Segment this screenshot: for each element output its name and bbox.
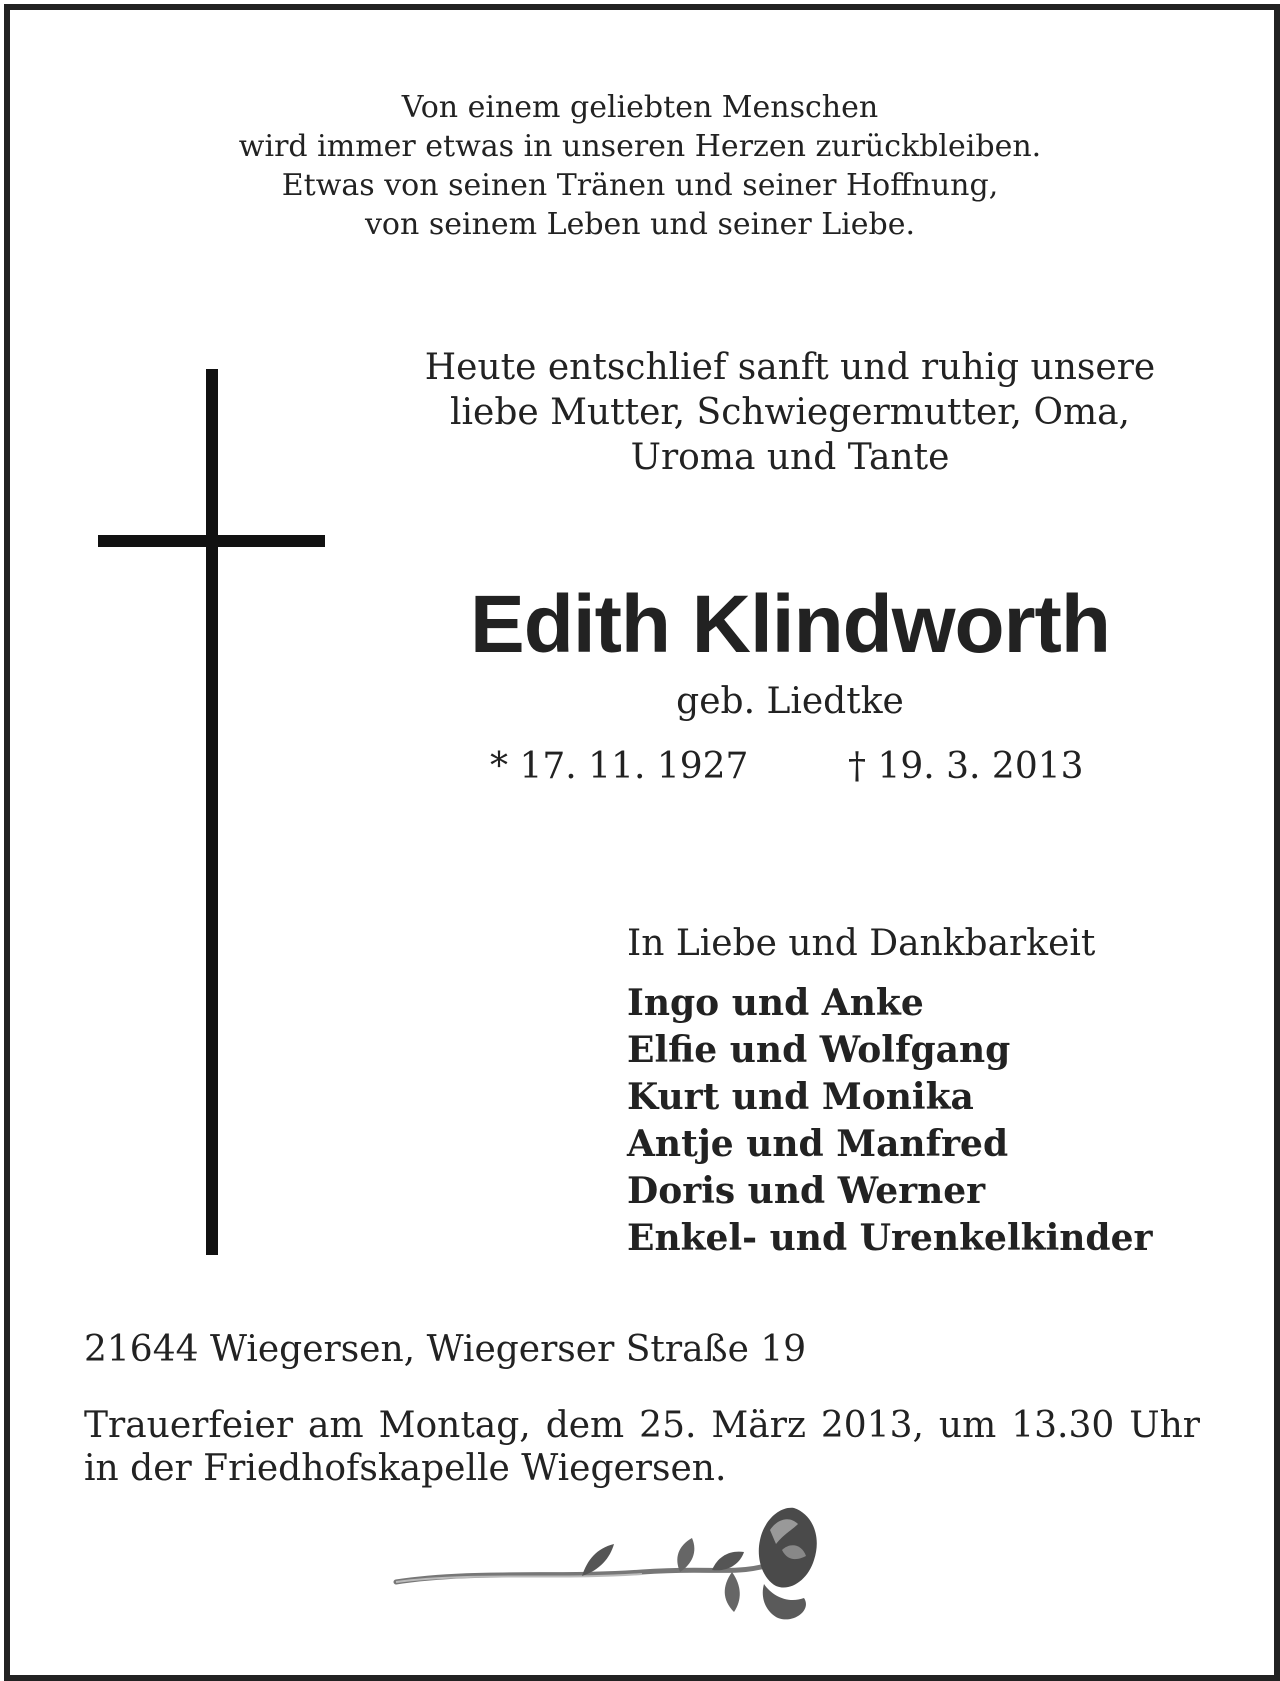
funeral-service-info: Trauerfeier am Montag, dem 25. März 2013, um 13.30 Uhr in der Friedhofskapelle Wiegersen. (84, 1405, 1200, 1489)
birth-date: * 17. 11. 1927 (490, 746, 749, 787)
poem-line: wird immer etwas in unseren Herzen zurückbleiben. (238, 129, 1042, 164)
mourner-name: Kurt und Monika (627, 1076, 974, 1118)
poem (0, 88, 1280, 244)
mourner-name: Elfie und Wolfgang (627, 1029, 1011, 1071)
rose-icon (392, 1500, 852, 1630)
announcement-line: Uroma und Tante (630, 437, 950, 478)
mourners-heading: In Liebe und Dankbarkeit (627, 923, 1096, 964)
poem-line: Etwas von seinen Tränen und seiner Hoffnung, (281, 168, 999, 203)
poem-line: Von einem geliebten Menschen (401, 90, 879, 125)
mourner-name: Antje und Manfred (627, 1123, 1009, 1165)
address: 21644 Wiegersen, Wiegerser Straße 19 (84, 1329, 807, 1370)
death-date: † 19. 3. 2013 (848, 746, 1084, 787)
mourner-name: Enkel- und Urenkelkinder (627, 1217, 1153, 1259)
cross-vertical-beam (206, 369, 218, 1255)
mourner-name: Doris und Werner (627, 1170, 986, 1212)
cross-horizontal-beam (98, 535, 325, 547)
poem-line: von seinem Leben und seiner Liebe. (364, 207, 915, 242)
announcement-line: Heute entschlief sanft und ruhig unsere (424, 347, 1156, 388)
deceased-name: Edith Klindworth (470, 579, 1110, 670)
maiden-name: geb. Liedtke (676, 681, 904, 722)
announcement (390, 345, 1190, 480)
mourner-name: Ingo und Anke (627, 982, 924, 1024)
announcement-line: liebe Mutter, Schwiegermutter, Oma, (449, 392, 1130, 433)
mourners-list (627, 980, 1152, 1262)
